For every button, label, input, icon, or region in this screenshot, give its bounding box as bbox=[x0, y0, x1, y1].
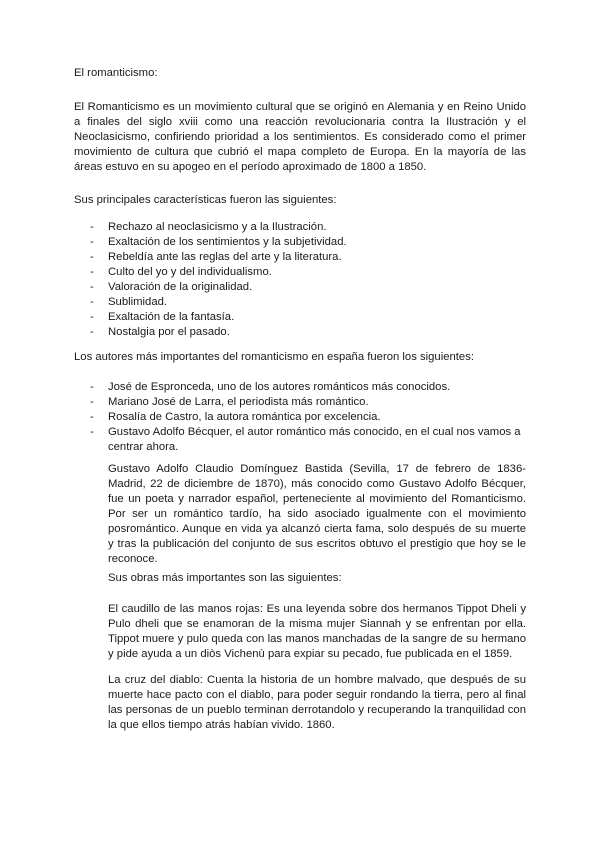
list-item-text: Culto del yo y del individualismo. bbox=[108, 266, 272, 278]
list-item-text: Rebeldía ante las reglas del arte y la literatura. bbox=[108, 251, 342, 263]
list-item bbox=[74, 295, 526, 310]
dash-marker: - bbox=[90, 281, 94, 293]
list-item-text: Mariano José de Larra, el periodista más romántico. bbox=[108, 396, 369, 408]
list-item-text: Nostalgia por el pasado. bbox=[108, 326, 230, 338]
dash-marker: - bbox=[90, 311, 94, 323]
list-item bbox=[74, 220, 526, 235]
list-item bbox=[74, 280, 526, 295]
characteristics-lead: Sus principales características fueron las siguientes: bbox=[74, 194, 337, 206]
list-item-text: Rechazo al neoclasicismo y a la Ilustración. bbox=[108, 221, 327, 233]
list-item-text: Sublimidad. bbox=[108, 296, 168, 308]
list-item bbox=[74, 235, 526, 250]
list-item bbox=[74, 410, 526, 425]
list-item-text: Gustavo Adolfo Bécquer, el autor romántico más conocido, en el cual nos vamos a centrar ahora. bbox=[108, 426, 521, 453]
characteristics-list bbox=[74, 220, 526, 340]
becquer-bio-paragraph: Gustavo Adolfo Claudio Domínguez Bastida (Sevilla, 17 de febrero de 1836-Madrid, 22 de diciembre de 1870), más conocido como Gustavo Adolfo Bécquer, fue un poeta y narrador español, perteneciente al movimiento del Romanticismo. Por ser un romántico tardío, ha sido asociado igualmente con el movimiento posromántico. Aunque en vida ya alcanzó cierta fama, solo después de su muerte y tras la publicación del conjunto de sus escritos obtuvo el prestigio que hoy se le reconoce. bbox=[108, 463, 526, 565]
list-item bbox=[74, 250, 526, 265]
works-lead: Sus obras más importantes son las siguientes: bbox=[108, 572, 342, 584]
dash-marker: - bbox=[90, 411, 94, 423]
dash-marker: - bbox=[90, 236, 94, 248]
list-item bbox=[74, 310, 526, 325]
dash-marker: - bbox=[90, 266, 94, 278]
list-item-text: José de Espronceda, uno de los autores románticos más conocidos. bbox=[108, 381, 451, 393]
dash-marker: - bbox=[90, 221, 94, 233]
intro-paragraph: El Romanticismo es un movimiento cultural que se originó en Alemania y en Reino Unido a finales del siglo xviii como una reacción revolucionaria contra la Ilustración y el Neoclasicismo, confiriendo prioridad a los sentimientos. Es considerado como el primer movimiento de cultura que cubrió el mapa completo de Europa. En la mayoría de las áreas estuvo en su apogeo en el período aproximado de 1800 a 1850. bbox=[74, 101, 526, 173]
dash-marker: - bbox=[90, 426, 94, 438]
dash-marker: - bbox=[90, 251, 94, 263]
dash-marker: - bbox=[90, 296, 94, 308]
list-item bbox=[74, 380, 526, 395]
document-title: El romanticismo: bbox=[74, 67, 158, 79]
list-item bbox=[74, 395, 526, 410]
authors-lead: Los autores más importantes del romanticismo en españa fueron los siguientes: bbox=[74, 351, 474, 363]
list-item-text: Valoración de la originalidad. bbox=[108, 281, 253, 293]
work-paragraph-cruz-diablo: La cruz del diablo: Cuenta la historia de un hombre malvado, que después de su muerte hace pacto con el diablo, para poder seguir rondando la tierra, pero al final las personas de un pueblo terminan derrotandolo y recuperando la tranquilidad con la que ellos tiempo atrás habían vivido. 1860. bbox=[108, 674, 526, 731]
list-item bbox=[74, 425, 526, 455]
list-item-text: Exaltación de la fantasía. bbox=[108, 311, 235, 323]
list-item bbox=[74, 325, 526, 340]
dash-marker: - bbox=[90, 396, 94, 408]
work-paragraph-caudillo: El caudillo de las manos rojas: Es una leyenda sobre dos hermanos Tippot Dheli y Pulo dheli que se enamoran de la misma mujer Siannah y se enfrentan por ella. Tippot muere y pulo queda con las manos manchadas de la sangre de su hermano y pide ayuda a un diòs Vichenù para expiar su pecado, fue publicada en el 1859. bbox=[108, 603, 526, 660]
list-item bbox=[74, 265, 526, 280]
dash-marker: - bbox=[90, 381, 94, 393]
list-item-text: Rosalía de Castro, la autora romántica por excelencia. bbox=[108, 411, 381, 423]
authors-list bbox=[74, 380, 526, 455]
dash-marker: - bbox=[90, 326, 94, 338]
list-item-text: Exaltación de los sentimientos y la subjetividad. bbox=[108, 236, 347, 248]
